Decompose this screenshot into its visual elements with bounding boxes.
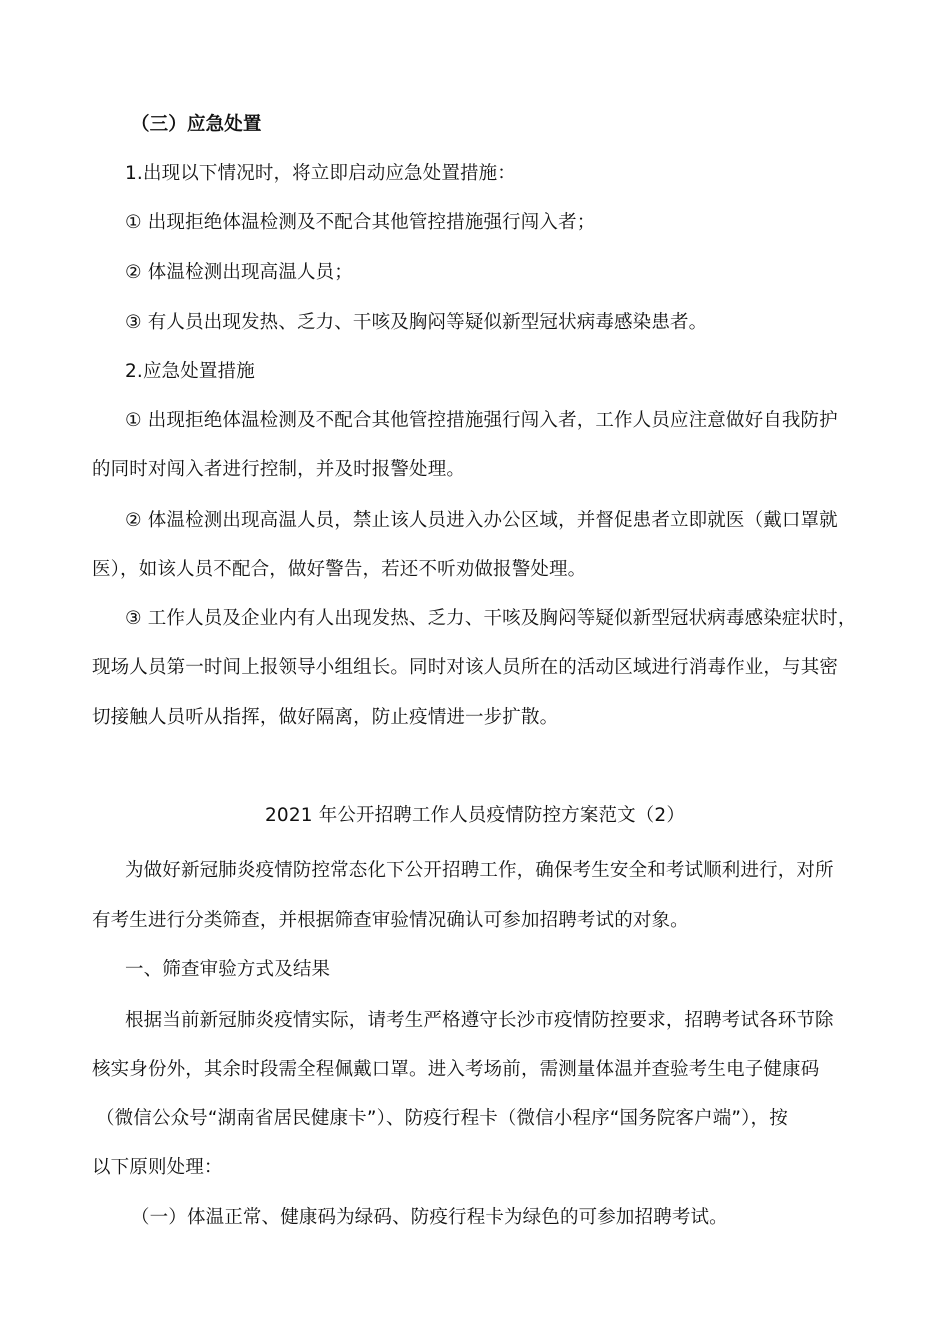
item1-b: ② 体温检测出现高温人员； — [125, 262, 353, 283]
part1-line1: 根据当前新冠肺炎疫情实际，请考生严格遵守长沙市疫情防控要求，招聘考试各环节除 — [125, 1010, 834, 1031]
measure3-line1: ③ 工作人员及企业内有人出现发热、乏力、干咳及胸闷等疑似新型冠状病毒感染症状时， — [125, 608, 857, 629]
section-heading: （三）应急处置 — [131, 114, 262, 135]
measure2-line2: 医），如该人员不配合，做好警告，若还不听劝做报警处理。 — [92, 559, 587, 580]
measure1-line2: 的同时对闯入者进行控制，并及时报警处理。 — [92, 459, 466, 480]
part1-line3: （微信公众号“湖南省居民健康卡”）、防疫行程卡（微信小程序“国务院客户端”），按 — [96, 1108, 788, 1129]
measure1-line1: ① 出现拒绝体温检测及不配合其他管控措施强行闯入者，工作人员应注意做好自我防护 — [125, 410, 838, 431]
part1-line4: 以下原则处理： — [92, 1157, 223, 1178]
part1-line2: 核实身份外，其余时段需全程佩戴口罩。进入考场前，需测量体温并查验考生电子健康码 — [92, 1059, 820, 1080]
intro-line2: 有考生进行分类筛查，并根据筛查审验情况确认可参加招聘考试的对象。 — [92, 910, 689, 931]
item1-a: ① 出现拒绝体温检测及不配合其他管控措施强行闯入者； — [125, 212, 596, 233]
item1-c: ③ 有人员出现发热、乏力、干咳及胸闷等疑似新型冠状病毒感染患者。 — [125, 312, 708, 333]
article-title: 2021 年公开招聘工作人员疫情防控方案范文（2） — [265, 805, 685, 826]
item1-title: 1.出现以下情况时，将立即启动应急处置措施： — [125, 163, 516, 184]
intro-line1: 为做好新冠肺炎疫情防控常态化下公开招聘工作，确保考生安全和考试顺利进行，对所 — [125, 860, 834, 881]
rule1: （一）体温正常、健康码为绿码、防疫行程卡为绿色的可参加招聘考试。 — [131, 1207, 728, 1228]
measure3-line3: 切接触人员听从指挥，做好隔离，防止疫情进一步扩散。 — [92, 707, 559, 728]
measure3-line2: 现场人员第一时间上报领导小组组长。同时对该人员所在的活动区域进行消毒作业，与其密 — [92, 657, 839, 678]
part1-heading: 一、筛查审验方式及结果 — [125, 959, 331, 980]
measure2-line1: ② 体温检测出现高温人员，禁止该人员进入办公区域，并督促患者立即就医（戴口罩就 — [125, 510, 838, 531]
item2-title: 2.应急处置措施 — [125, 361, 255, 382]
